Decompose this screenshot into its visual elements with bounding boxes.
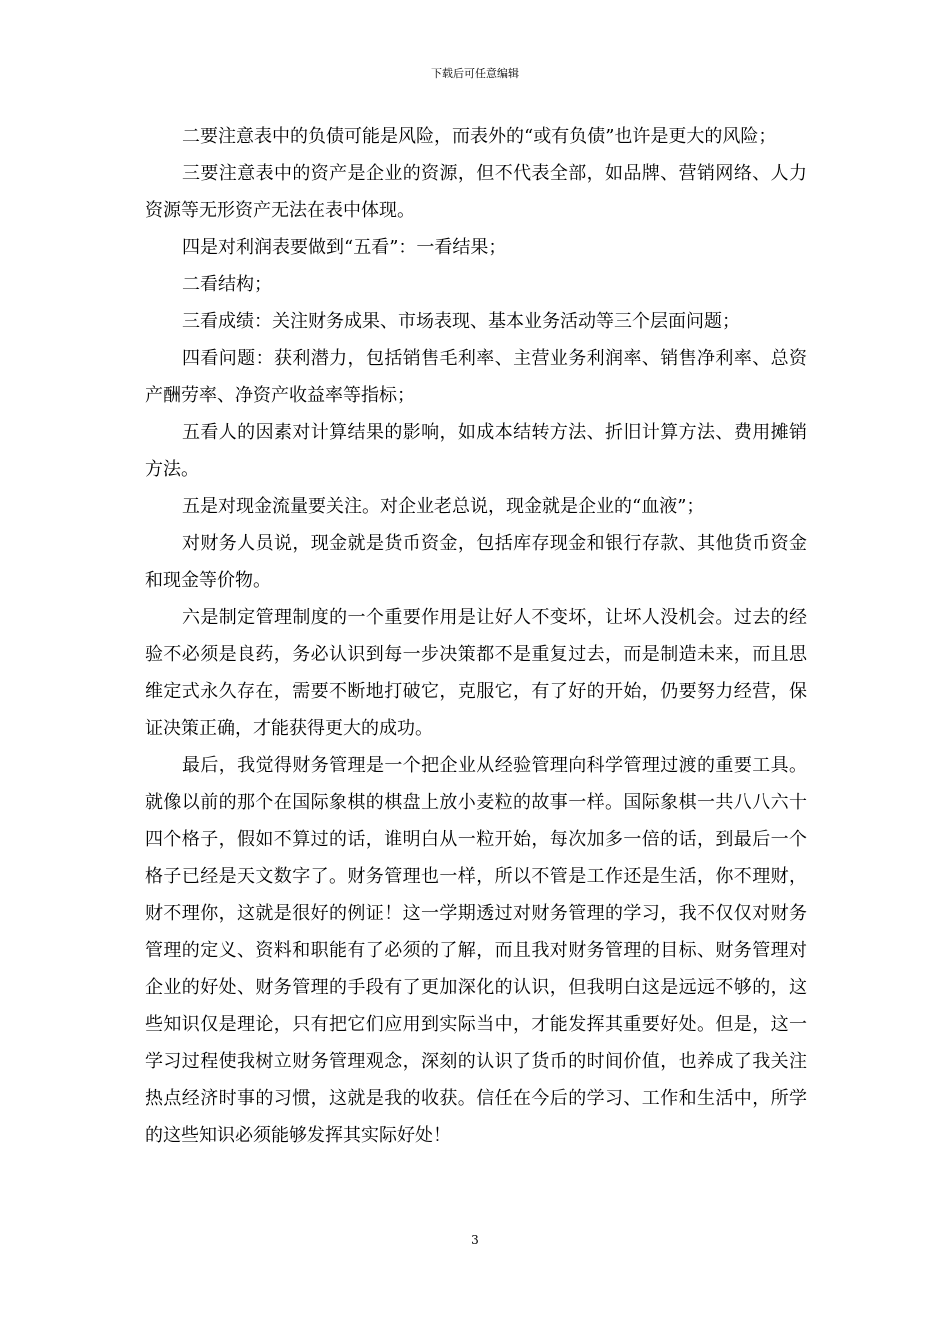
paragraph: 最后，我觉得财务管理是一个把企业从经验管理向科学管理过渡的重要工具。就像以前的那个在国际象棋的棋盘上放小麦粒的故事一样。国际象棋一共八八六十四个格子，假如不算过的话，谁明白从一粒开始，每次加多一倍的话，到最后一个格子已经是天文数字了。财务管理也一样，所以不管是工作还是生活，你不理财，财不理你，这就是很好的例证！这一学期透过对财务管理的学习，我不仅仅对财务管理的定义、资料和职能有了必须的了解，而且我对财务管理的目标、财务管理对企业的好处、财务管理的手段有了更加深化的认识，但我明白这是远远不够的，这些知识仅是理论，只有把它们应用到实际当中，才能发挥其重要好处。但是，这一学习过程使我树立财务管理观念，深刻的认识了货币的时间价值，也养成了我关注热点经济时事的习惯，这就是我的收获。信任在今后的学习、工作和生活中，所学的这些知识必须能够发挥其实际好处！ xyxy=(145,755,807,1146)
paragraph: 对财务人员说，现金就是货币资金，包括库存现金和银行存款、其他货币资金和现金等价物。 xyxy=(145,533,807,591)
page-header: 下载后可任意编辑 xyxy=(431,67,519,80)
paragraph: 三要注意表中的资产是企业的资源，但不代表全部，如品牌、营销网络、人力资源等无形资产无法在表中体现。 xyxy=(145,163,807,221)
paragraph: 五看人的因素对计算结果的影响，如成本结转方法、折旧计算方法、费用摊销方法。 xyxy=(145,422,807,480)
document-body xyxy=(145,118,807,1154)
paragraph: 三看成绩：关注财务成果、市场表现、基本业务活动等三个层面问题； xyxy=(182,311,740,332)
paragraph: 四看问题：获利潜力，包括销售毛利率、主营业务利润率、销售净利率、总资产酬劳率、净资产收益率等指标； xyxy=(145,348,807,406)
paragraph: 五是对现金流量要关注。对企业老总说，现金就是企业的“血液”； xyxy=(182,496,705,517)
paragraph: 六是制定管理制度的一个重要作用是让好人不变坏，让坏人没机会。过去的经验不必须是良药，务必认识到每一步决策都不是重复过去，而是制造未来，而且思维定式永久存在，需要不断地打破它，克服它，有了好的开始，仍要努力经营，保证决策正确，才能获得更大的成功。 xyxy=(145,607,807,739)
page-number: 3 xyxy=(471,1233,479,1247)
paragraph: 二要注意表中的负债可能是风险，而表外的“或有负债”也许是更大的风险； xyxy=(182,126,777,147)
paragraph: 四是对利润表要做到“五看”：一看结果； xyxy=(182,237,507,258)
paragraph: 二看结构； xyxy=(182,274,272,295)
